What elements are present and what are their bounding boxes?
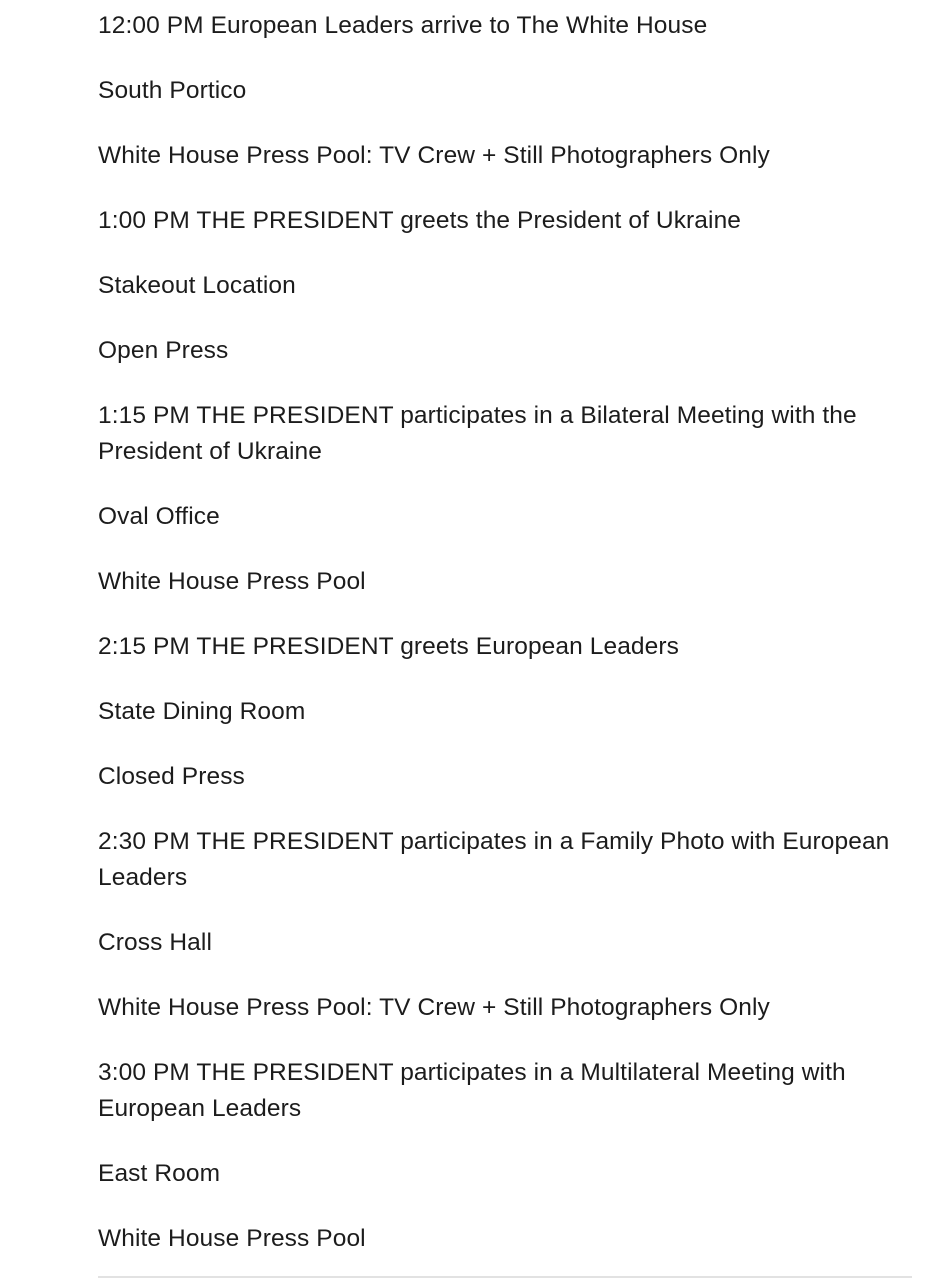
- schedule-entry: 3:00 PM THE PRESIDENT participates in a Multilateral Meeting with European Leaders: [98, 1059, 846, 1122]
- schedule-entry: South Portico: [98, 77, 247, 104]
- schedule-entry: White House Press Pool: [98, 1225, 366, 1252]
- schedule-entry: Cross Hall: [98, 929, 212, 956]
- schedule-entry: 1:15 PM THE PRESIDENT participates in a Bilateral Meeting with the President of Ukraine: [98, 402, 857, 465]
- schedule-entry: Open Press: [98, 337, 229, 364]
- section-divider: [98, 1276, 912, 1278]
- schedule-entry: 1:00 PM THE PRESIDENT greets the President of Ukraine: [98, 207, 742, 234]
- schedule-entry: Oval Office: [98, 503, 220, 530]
- schedule-entry: Stakeout Location: [98, 272, 296, 299]
- schedule-entry: 12:00 PM European Leaders arrive to The White House: [98, 12, 708, 39]
- schedule-entry: White House Press Pool: TV Crew + Still Photographers Only: [98, 994, 770, 1021]
- schedule-entry: 2:15 PM THE PRESIDENT greets European Leaders: [98, 633, 679, 660]
- schedule-entry: 2:30 PM THE PRESIDENT participates in a Family Photo with European Leaders: [98, 828, 890, 891]
- schedule-entry: White House Press Pool: [98, 568, 366, 595]
- schedule-entry: Closed Press: [98, 763, 245, 790]
- schedule-entry: White House Press Pool: TV Crew + Still Photographers Only: [98, 142, 770, 169]
- schedule-entry: State Dining Room: [98, 698, 306, 725]
- schedule-entry: East Room: [98, 1160, 221, 1187]
